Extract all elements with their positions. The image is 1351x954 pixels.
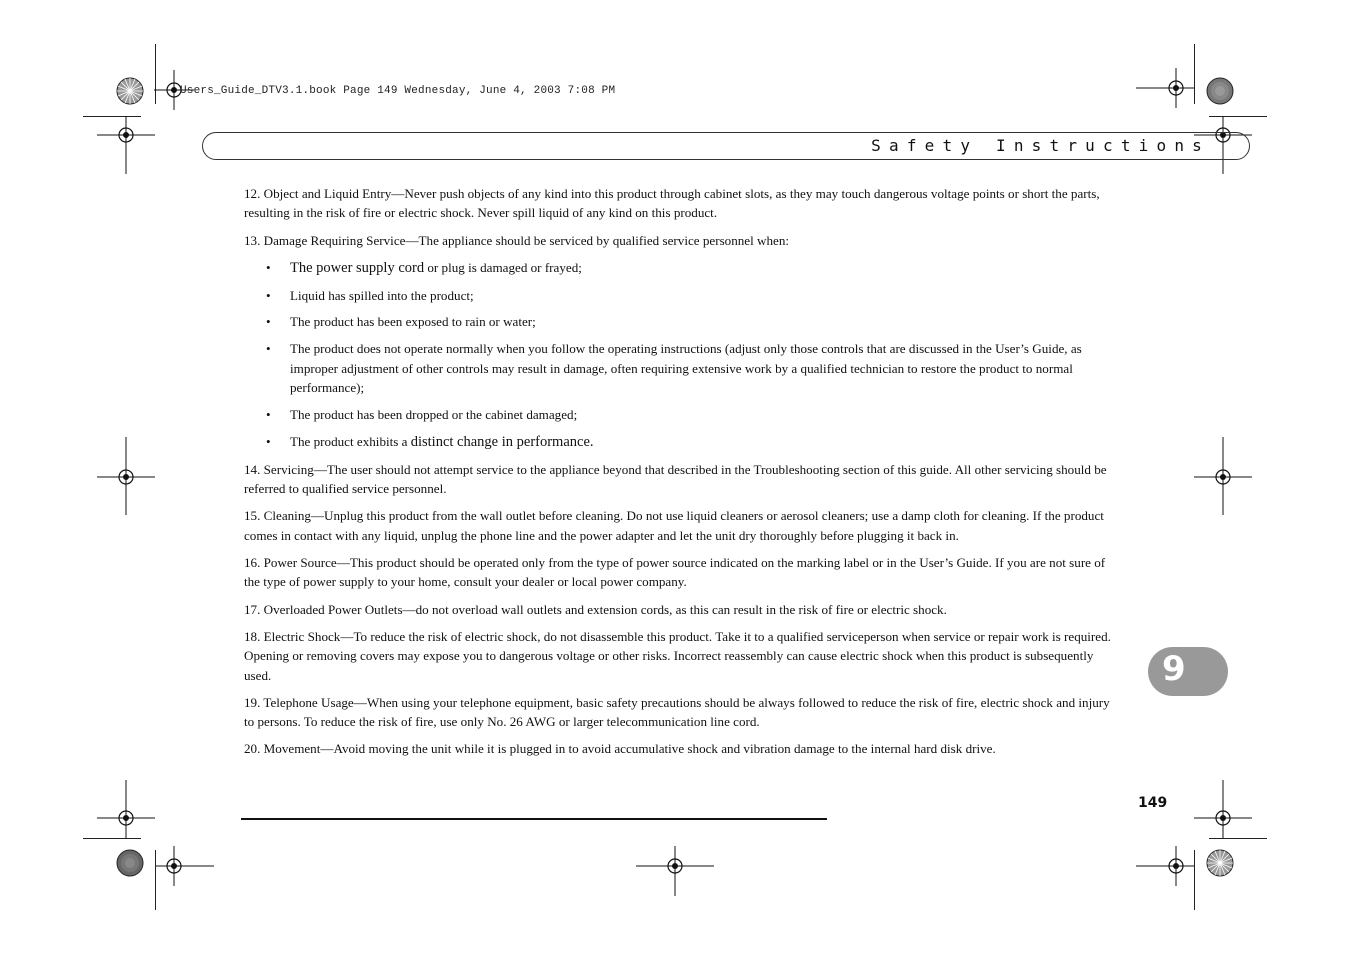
registration-mark-icon [636, 846, 714, 896]
bullet-icon: • [266, 287, 271, 303]
paragraph-12: 12. Object and Liquid Entry—Never push objects of any kind into this product through cabinet slots, as they may touch dangerous voltage points or short the parts, resulting in the risk of fire or electric shock. Never spill liquid of any kind on this product. [244, 186, 1100, 221]
list-item: • Liquid has spilled into the product; [244, 286, 1116, 305]
paragraph-19: 19. Telephone Usage—When using your telephone equipment, basic safety precautions should be always followed to reduce the risk of fire, electric shock and injury to persons. To reduce the risk of fire, use only No. 26 AWG or larger telecommunication line cord. [244, 694, 1110, 730]
registration-mark-icon [1136, 68, 1214, 108]
crop-line [1209, 838, 1267, 839]
paragraph-15: 15. Cleaning—Unplug this product from the wall outlet before cleaning. Do not use liquid cleaners or aerosol cleaners; use a damp cloth for cleaning. If the product comes in contact with any liquid, unplug the phone line and the power adapter and let the unit dry thoroughly before plugging it back in. [244, 508, 1104, 543]
crop-line [83, 838, 141, 839]
registration-mark-icon [1136, 846, 1214, 886]
paragraph-17: 17. Overloaded Power Outlets—do not overload wall outlets and extension cords, as this can result in the risk of fire or electric shock. [244, 601, 947, 617]
footer-rule [241, 818, 827, 820]
list-item: • The product has been dropped or the cabinet damaged; [244, 405, 1116, 424]
page-title: Safety Instructions [871, 136, 1210, 155]
registration-mark-icon [97, 780, 155, 838]
calibration-dial-icon [116, 849, 144, 877]
list-item: • The power supply cord or plug is damaged or frayed; [266, 259, 582, 276]
calibration-dial-icon [1206, 849, 1234, 877]
page-body [244, 184, 1116, 767]
paragraph-16: 16. Power Source—This product should be operated only from the type of power source indicated on the marking label or in the User’s Guide. If you are not sure of the type of power supply to your home, consult your dealer or local power company. [244, 555, 1106, 590]
bullet-icon: • [266, 259, 271, 275]
list-item: • The product exhibits a distinct change in performance. [266, 433, 594, 450]
paragraph-20: 20. Movement—Avoid moving the unit while it is plugged in to avoid accumulative shock and vibration damage to the internal hard disk drive. [244, 741, 996, 757]
paragraph-13: 13. Damage Requiring Service—The appliance should be serviced by qualified service personnel when: [244, 232, 790, 248]
chapter-tab [1148, 647, 1228, 696]
bullet-icon: • [266, 406, 271, 422]
service-conditions-list [244, 258, 1116, 452]
registration-mark-icon [1194, 780, 1252, 838]
bullet-icon: • [266, 433, 271, 449]
registration-mark-icon [97, 437, 155, 515]
list-item: • The product does not operate normally when you follow the operating instructions (adjust only those controls that are discussed in the User’s Guide, as improper adjustment of other controls may result in damage, often requiring extensive work by a qualified technician to restore the product to normal performance); [266, 341, 1082, 396]
print-slug: Users_Guide_DTV3.1.book Page 149 Wednesday, June 4, 2003 7:08 PM [180, 85, 616, 97]
calibration-dial-icon [1206, 77, 1234, 105]
paragraph-18: 18. Electric Shock—To reduce the risk of electric shock, do not disassemble this product. Take it to a qualified serviceperson when service or repair work is required. Opening or removing covers may expose you to dangerous voltage or other risks. Incorrect reassembly can cause electric shock when this product is subsequently used. [244, 628, 1111, 683]
page-number: 149 [1138, 795, 1168, 811]
list-item: • The product has been exposed to rain or water; [244, 312, 1116, 331]
registration-mark-icon [1194, 437, 1252, 515]
bullet-icon: • [266, 314, 271, 330]
paragraph-14: 14. Servicing—The user should not attempt service to the appliance beyond that described in the Troubleshooting section of this guide. All other servicing should be referred to qualified service personnel. [244, 461, 1107, 497]
chapter-number: 9 [1162, 649, 1186, 689]
registration-mark-icon [97, 116, 155, 174]
bullet-icon: • [266, 341, 271, 357]
calibration-dial-icon [116, 77, 144, 105]
registration-mark-icon [136, 846, 214, 886]
